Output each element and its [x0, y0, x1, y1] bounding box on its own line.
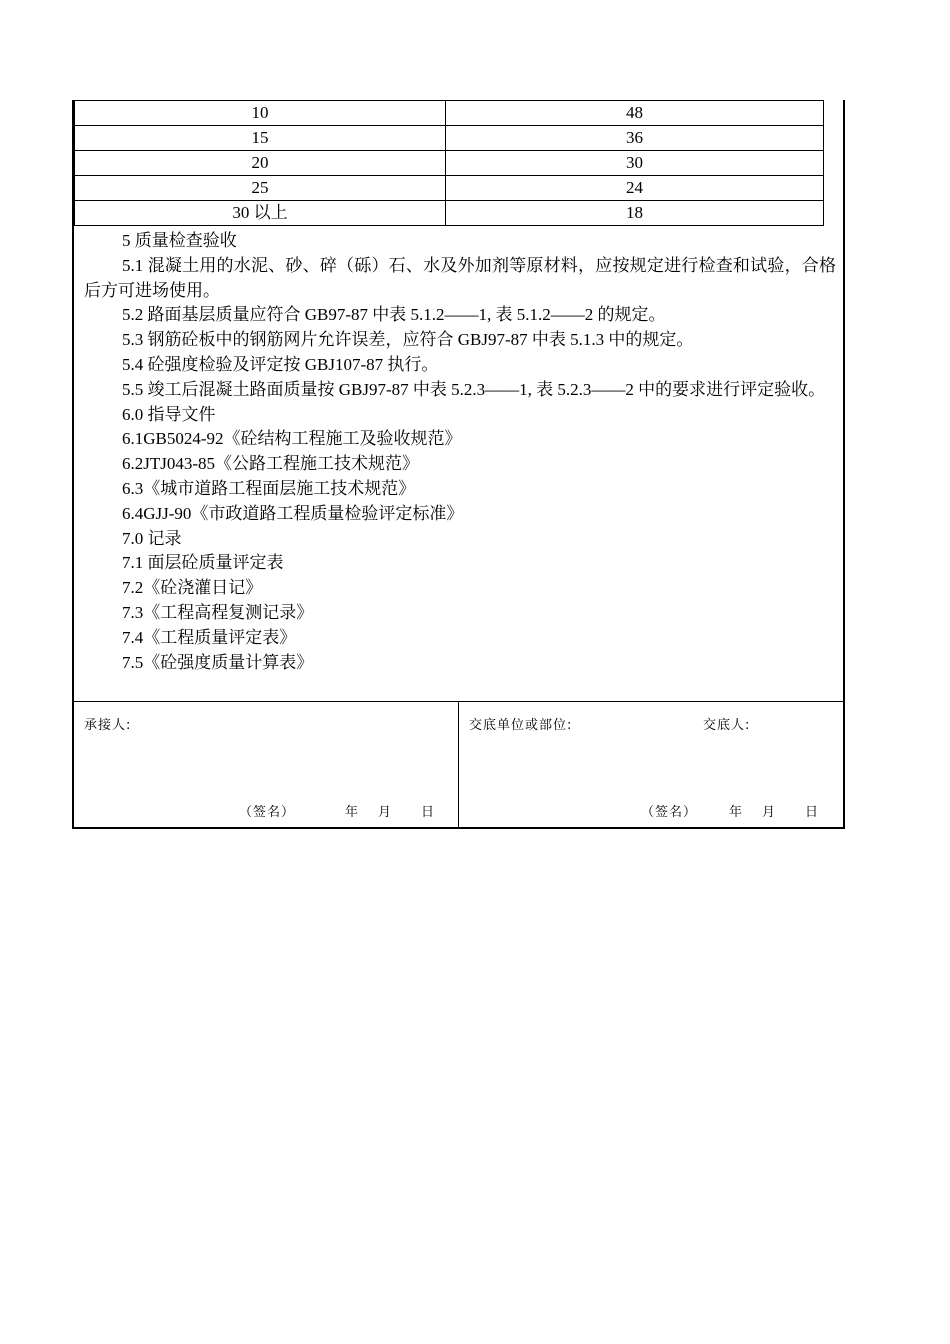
table-cell: 10	[75, 101, 446, 126]
table-cell: 20	[75, 151, 446, 176]
paragraph: 6.4GJJ-90《市政道路工程质量检验评定标准》	[122, 503, 464, 523]
paragraph: 5.2 路面基层质量应符合 GB97-87 中表 5.1.2——1, 表 5.1.2——2 的规定。	[122, 305, 666, 325]
receiver-cell	[74, 702, 459, 828]
receiver-label: 承接人:	[84, 718, 132, 733]
presenter-label: 交底人:	[703, 718, 751, 733]
sign-label: （签名）	[239, 805, 296, 820]
paragraph: 7.5《砼强度质量计算表》	[122, 652, 314, 672]
table-row	[75, 176, 824, 201]
year-label: 年	[729, 805, 744, 820]
table-cell: 15	[75, 126, 446, 151]
paragraph: 6.1GB5024-92《砼结构工程施工及验收规范》	[122, 429, 462, 449]
table-row	[75, 101, 824, 126]
table-cell: 36	[446, 126, 824, 151]
paragraph: 5.3 钢筋砼板中的钢筋网片允许误差，应符合 GBJ97-87 中表 5.1.3 中的规定。	[122, 330, 694, 350]
day-label: 日	[421, 805, 436, 820]
table-row	[75, 151, 824, 176]
table-cell: 25	[75, 176, 446, 201]
paragraph: 7.4《工程质量评定表》	[122, 627, 297, 647]
paragraph: 5.4 砼强度检验及评定按 GBJ107-87 执行。	[122, 354, 439, 374]
paragraph: 7.2《砼浇灌日记》	[122, 578, 263, 598]
unit-label: 交底单位或部位:	[469, 718, 573, 733]
table-cell: 48	[446, 101, 824, 126]
document-frame	[72, 100, 845, 829]
paragraph: 7.1 面层砼质量评定表	[122, 553, 284, 573]
section-heading: 5 质量检查验收	[122, 231, 237, 250]
paragraph: 6.2JTJ043-85《公路工程施工技术规范》	[122, 454, 420, 474]
table-row	[75, 126, 824, 151]
section-heading: 7.0 记录	[122, 528, 182, 548]
year-label: 年	[345, 805, 360, 820]
paragraph: 5.1 混凝土用的水泥、砂、碎（砾）石、水及外加剂等原材料，应按规定进行检查和试验，合格后方可进场使用。	[84, 255, 836, 300]
table-cell: 18	[446, 201, 824, 226]
paragraph: 7.3《工程高程复测记录》	[122, 602, 314, 622]
month-label: 月	[378, 805, 393, 820]
table-cell: 30 以上	[75, 201, 446, 226]
paragraph: 5.5 竣工后混凝土路面质量按 GBJ97-87 中表 5.2.3——1, 表 5.2.3——2 中的要求进行评定验收。	[122, 379, 826, 399]
table-row	[75, 201, 824, 226]
table-cell: 30	[446, 151, 824, 176]
month-label: 月	[762, 805, 777, 820]
values-table	[74, 100, 824, 226]
paragraph: 6.3《城市道路工程面层施工技术规范》	[122, 478, 416, 498]
section-heading: 6.0 指导文件	[122, 404, 216, 424]
signature-section	[74, 701, 843, 828]
table-cell: 24	[446, 176, 824, 201]
presenter-cell	[459, 702, 843, 828]
sign-label: （签名）	[641, 805, 698, 820]
day-label: 日	[805, 805, 820, 820]
body-text	[84, 229, 836, 675]
